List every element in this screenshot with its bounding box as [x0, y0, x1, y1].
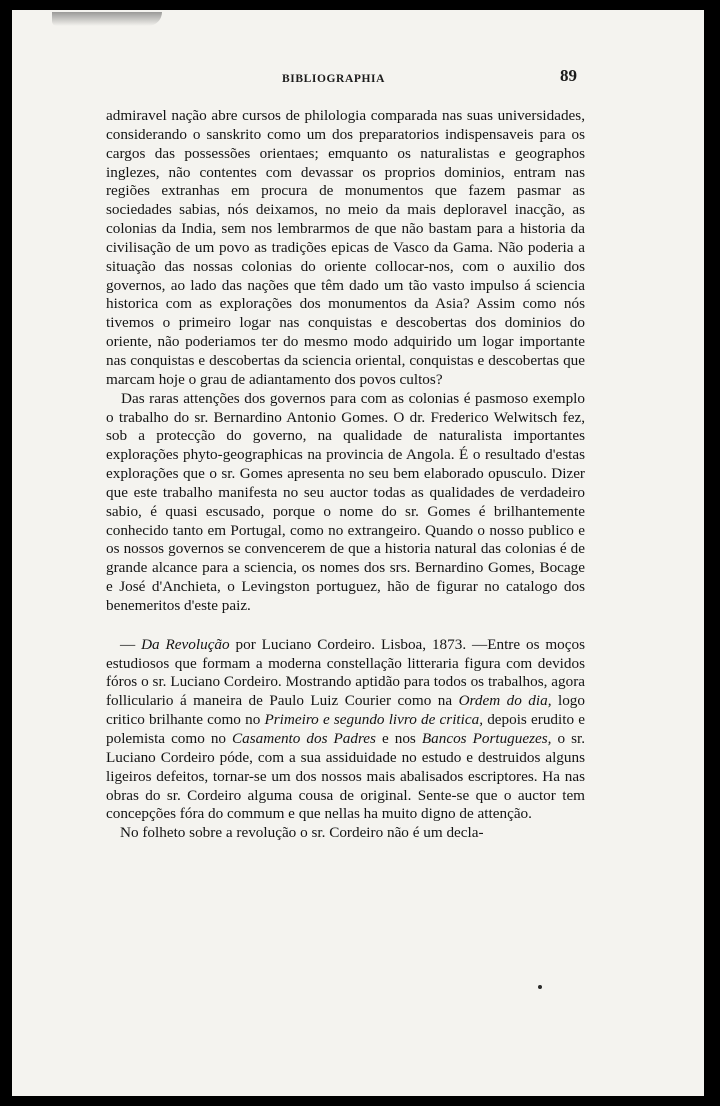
text-run: logo critico brilhante como no	[106, 692, 585, 729]
text-run: depois erudito e polemista como no	[106, 711, 585, 747]
work-title-bancos: Bancos Portuguezes,	[421, 730, 552, 747]
page-number: 89	[560, 66, 577, 85]
text-run: por Luciano Cordeiro. Lisboa, 1873. —Entre os moços estudiosos que formam a moderna constellação litteraria figura com devidos fóros o sr. Luciano Cordeiro. Mostrando aptidão para todos os trabalhos, agora folliculario á maneira de Paulo Luiz Courier como na	[106, 635, 586, 710]
body-text	[106, 107, 585, 843]
dash: —	[120, 635, 142, 653]
text-run: o sr. Luciano Cordeiro póde, com a sua assiduidade no estudo e destruidos alguns ligeiros defeitos, tornar-se um dos nossos mais abalisados escriptores. Ha nas obras do sr. Cordeiro alguma cousa de original. Sente-se que o auctor tem concepções fóra do commum e que nellas ha muito digno de attenção.	[106, 730, 586, 823]
paragraph-folheto: No folheto sobre a revolução o sr. Cordeiro não é um decla-	[120, 824, 484, 842]
text-run: e nos	[375, 730, 422, 747]
scan-smudge	[52, 12, 162, 26]
book-title-da-revolucao: Da Revolução	[141, 635, 230, 653]
ink-speck	[538, 985, 542, 989]
work-title-casamento: Casamento dos Padres	[232, 730, 376, 747]
book-page	[12, 10, 704, 1096]
work-title-ordem-do-dia: Ordem do dia,	[458, 692, 552, 710]
work-title-primeiro-livro: Primeiro e segundo livro de critica,	[264, 711, 483, 729]
paragraph-da-revolucao	[106, 636, 585, 824]
paragraph-india-colonies: admiravel nação abre cursos de philologia comparada nas suas universidades, considerando o sanskrito como um dos preparatorios indispensaveis para os cargos das possessões orientaes; emquanto os naturalistas e geographos inglezes, não contentes com devassar os proprios dominios, entram nas regiões extranhas em procura de monumentos que fazem pasmar as sociedades sabias, nós deixamos, no meio da mais deploravel inacção, as colonias da India, sem nos lembrarmos de que não bastam para a historia da civilisação de um povo as tradições epicas de Vasco da Gama. Não poderia a situação das nossas colonias do oriente collocar-nos, com o auxilio dos governos, ao lado das nações que têm dado um tão vasto impulso á sciencia historica com as explorações dos monumentos da Asia? Assim como nós tivemos o primeiro logar nas conquistas e descobertas dos dominios do oriente, não poderiamos ter do mesmo modo adquirido um logar importante nas conquistas e descobertas da sciencia oriental, conquistas e descobertas que marcam hoje o grau de adiantamento dos povos cultos?	[106, 107, 585, 388]
running-title: BIBLIOGRAPHIA	[282, 73, 386, 85]
paragraph-welwitsch: Das raras attenções dos governos para com as colonias é pasmoso exemplo o trabalho do sr. Bernardino Antonio Gomes. O dr. Frederico Welwitsch fez, sob a protecção do governo, na qualidade de naturalista importantes explorações phyto-geographicas na provincia de Angola. É o resultado d'estas explorações que o sr. Gomes apresenta no seu bem elaborado opusculo. Dizer que este trabalho manifesta no seu auctor todas as qualidades de verdadeiro sabio, é quasi escusado, porque o nome do sr. Gomes é brilhantemente conhecido tanto em Portugal, como no extrangeiro. Quando o nosso publico e os nossos governos se convencerem de que a historia natural das colonias é de grande alcance para a sciencia, os nomes dos srs. Bernardino Gomes, Bocage e José d'Anchieta, o Levingston portuguez, hão de figurar no catalogo dos benemeritos d'este paiz.	[106, 389, 585, 614]
